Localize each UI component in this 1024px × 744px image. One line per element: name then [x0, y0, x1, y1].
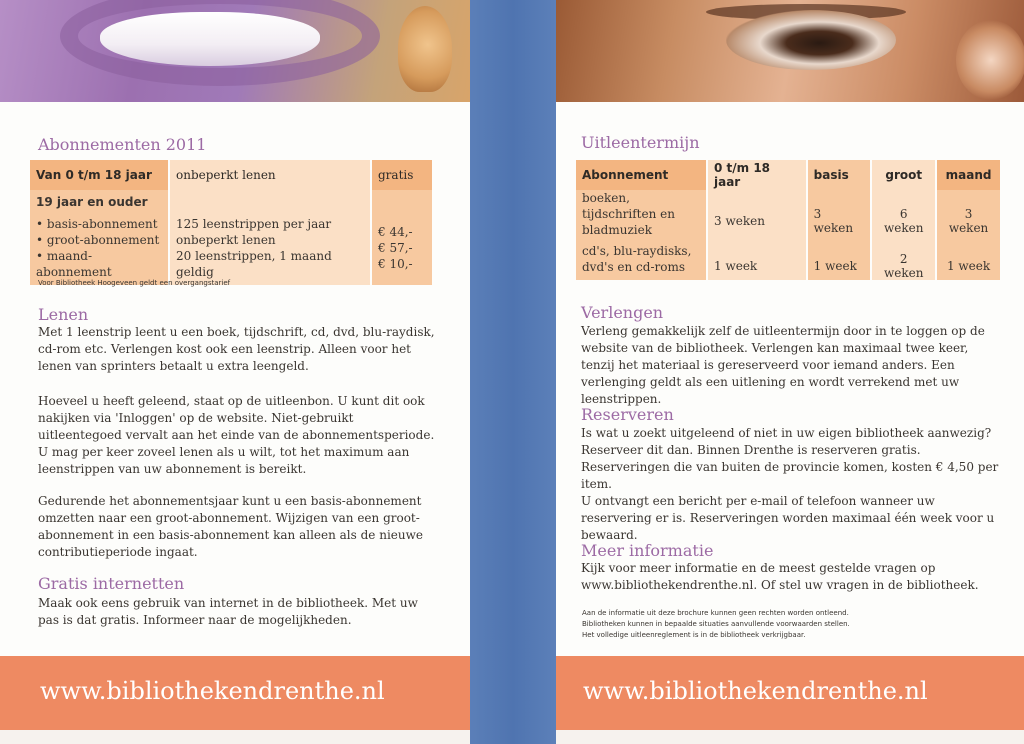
- bottom-strip: [0, 730, 470, 744]
- loan-header: maand: [937, 160, 1000, 190]
- teeth-shape: [100, 12, 320, 66]
- left-page: [0, 0, 470, 744]
- plan-price-cell: [372, 214, 432, 285]
- footer-url[interactable]: www.bibliothekendrenthe.nl: [583, 677, 928, 705]
- empty-cell: [170, 190, 370, 214]
- empty-cell: [372, 190, 432, 214]
- table-row: [576, 190, 1000, 238]
- subscriptions-title: Abonnementen 2011: [38, 135, 207, 154]
- plan-desc: 20 leenstrippen, 1 maand geldig: [176, 249, 332, 279]
- eye-shape: [726, 10, 896, 70]
- right-page: [556, 0, 1024, 744]
- eye-photo: [556, 0, 1024, 102]
- lenen-paragraph-1: Met 1 leenstrip leent u een boek, tijdschrift, cd, dvd, blu-raydisk, cd-rom etc. Verlengen kost ook een leenstrip. Alleen voor het lenen van sprinters betaalt u extra leengeld.: [38, 325, 435, 373]
- loan-cell: 3 weken: [808, 190, 871, 238]
- plan-desc-cell: [170, 214, 370, 285]
- loan-cell: 3 weken: [937, 190, 1000, 238]
- plan-desc: onbeperkt lenen: [176, 233, 276, 247]
- table-row: [30, 214, 432, 285]
- age-youth-cell: Van 0 t/m 18 jaar: [30, 160, 168, 190]
- age-adult-cell: 19 jaar en ouder: [30, 190, 168, 214]
- info-title: Meer informatie: [581, 541, 714, 560]
- lenen-title: Lenen: [38, 305, 89, 324]
- smile-photo: [0, 0, 470, 102]
- table-row: [30, 190, 432, 214]
- loan-title: Uitleentermijn: [581, 133, 700, 152]
- table-row: [30, 160, 432, 190]
- reserveren-paragraph-2: U ontvangt een bericht per e-mail of telefoon wanneer uw reservering er is. Reserveringen worden maximaal één week voor u bewaard.: [581, 494, 995, 542]
- plan-price: € 44,-: [378, 225, 413, 239]
- reserveren-paragraph-1: Is wat u zoekt uitgeleend of niet in uw eigen bibliotheek aanwezig? Reserveer dit dan. Binnen Drenthe is reserveren gratis. Reserveringen die van buiten de provincie komen, kosten € 4,50 per item.: [581, 426, 999, 491]
- internet-paragraph: Maak ook eens gebruik van internet in de bibliotheek. Met uw pas is dat gratis. Informeer naar de mogelijkheden.: [38, 596, 418, 627]
- loan-row-label: boeken, tijdschriften en bladmuziek: [576, 190, 706, 238]
- loan-row-label: cd's, blu-raydisks, dvd's en cd-roms: [576, 238, 706, 280]
- disclaimer-line: Bibliotheken kunnen in bepaalde situaties aanvullende voorwaarden stellen.: [582, 620, 850, 628]
- nose-shape: [956, 20, 1024, 100]
- loan-header: 0 t/m 18 jaar: [708, 160, 806, 190]
- table-row: [576, 238, 1000, 280]
- youth-price-cell: gratis: [372, 160, 432, 190]
- verlengen-title: Verlengen: [581, 303, 664, 322]
- info-paragraph: Kijk voor meer informatie en de meest gestelde vragen op www.bibliothekendrenthe.nl. Of stel uw vragen in de bibliotheek.: [581, 561, 979, 592]
- loan-cell: 3 weken: [708, 190, 806, 238]
- loan-cell: 1 week: [937, 238, 1000, 280]
- bottom-strip: [556, 730, 1024, 744]
- loan-table: [574, 160, 1002, 280]
- transition-note: Voor Bibliotheek Hoogeveen geldt een overgangstarief: [38, 279, 231, 287]
- loan-header: groot: [872, 160, 935, 190]
- subscriptions-table: [28, 160, 434, 285]
- disclaimer-line: Het volledige uitleenreglement is in de bibliotheek verkrijgbaar.: [582, 631, 806, 639]
- plan-name: • groot-abonnement: [36, 233, 160, 247]
- disclaimer-line: Aan de informatie uit deze brochure kunnen geen rechten worden ontleend.: [582, 609, 849, 617]
- internet-title: Gratis internetten: [38, 574, 185, 593]
- table-row: [576, 160, 1000, 190]
- reserveren-title: Reserveren: [581, 405, 674, 424]
- loan-cell: 1 week: [808, 238, 871, 280]
- plan-price: € 57,-: [378, 241, 413, 255]
- brochure-spine: [470, 0, 556, 744]
- lenen-paragraph-3: Gedurende het abonnementsjaar kunt u een basis-abonnement omzetten naar een groot-abonnement. Wijzigen van een groot-abonnement in een basis-abonnement kan alleen als de nieuwe contributieperiode ingaat.: [38, 494, 423, 559]
- plan-price: € 10,-: [378, 257, 413, 271]
- loan-cell: 2 weken: [872, 238, 935, 280]
- lenen-paragraph-2: Hoeveel u heeft geleend, staat op de uitleenbon. U kunt dit ook nakijken via 'Inloggen' op de website. Niet-gebruikt uitleentegoed vervalt aan het einde van de abonnementsperiode. U mag per keer zoveel lenen als u wilt, tot het maximum aan leenstrippen van uw abonnement is bereikt.: [38, 394, 435, 476]
- youth-desc-cell: onbeperkt lenen: [170, 160, 370, 190]
- plan-name: • basis-abonnement: [36, 217, 158, 231]
- loan-header: basis: [808, 160, 871, 190]
- plan-names-cell: [30, 214, 168, 285]
- loan-header: Abonnement: [576, 160, 706, 190]
- footer-url[interactable]: www.bibliothekendrenthe.nl: [40, 677, 385, 705]
- verlengen-paragraph: Verleng gemakkelijk zelf de uitleentermijn door in te loggen op de website van de bibliotheek. Verlengen kan maximaal twee keer, tenzij het materiaal is gereserveerd voor iemand anders. Een verlenging geldt als een uitlening en wordt verrekend met uw leenstrippen.: [581, 324, 985, 406]
- loan-cell: 1 week: [708, 238, 806, 280]
- ear-shape: [398, 6, 452, 92]
- plan-desc: 125 leenstrippen per jaar: [176, 217, 332, 231]
- disclaimer: [582, 608, 850, 641]
- loan-cell: 6 weken: [872, 190, 935, 238]
- plan-name: • maand-abonnement: [36, 249, 112, 279]
